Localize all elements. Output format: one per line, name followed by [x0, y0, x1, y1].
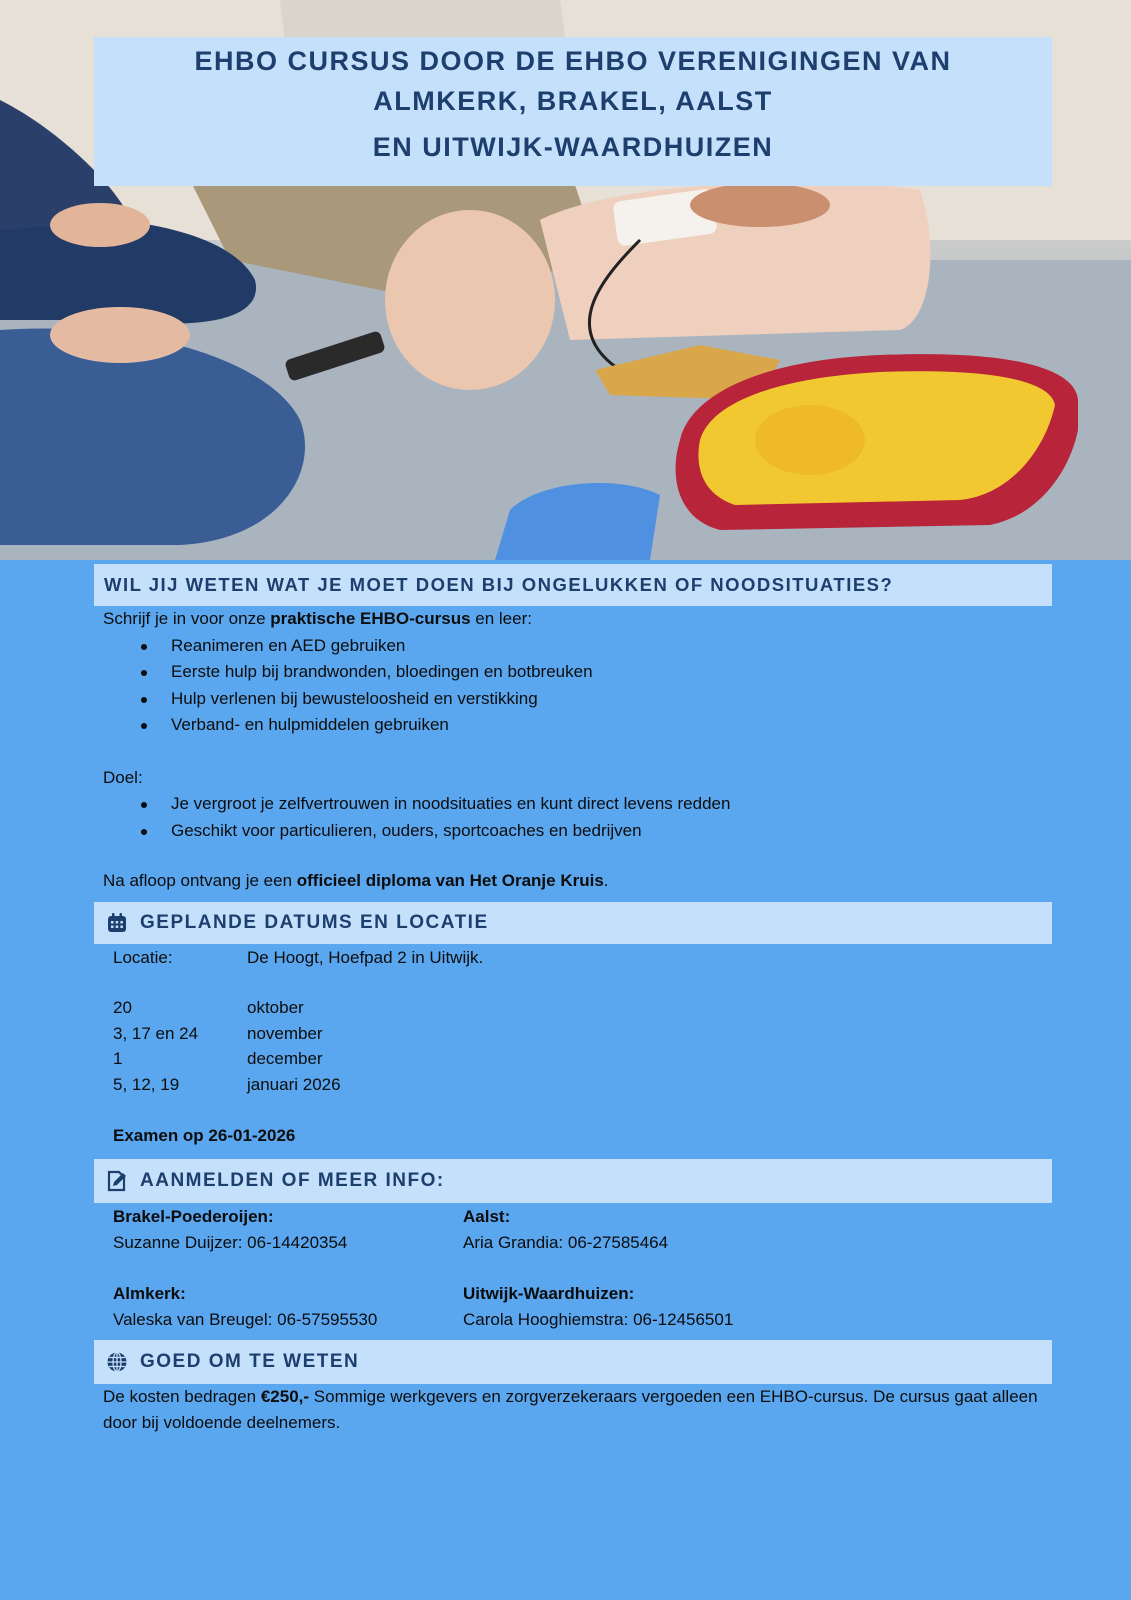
- contact-entry: Aalst: Aria Grandia: 06-27585464: [463, 1207, 669, 1252]
- edit-document-icon: [106, 1170, 128, 1192]
- contact-entry: Brakel-Poederoijen: Suzanne Duijzer: 06-14420354: [113, 1207, 348, 1252]
- location-label: Locatie:: [113, 948, 173, 967]
- list-item: Je vergroot je zelfvertrouwen in noodsituaties en kunt direct levens redden: [103, 791, 1053, 818]
- list-item: Verband- en hulpmiddelen gebruiken: [103, 712, 1053, 739]
- location-row: [113, 945, 1013, 971]
- hero-photo: [0, 0, 1131, 560]
- intro-heading-band: [94, 564, 1052, 606]
- schedule-heading-band: [94, 902, 1052, 944]
- goal-list: [103, 791, 1053, 844]
- intro-heading: WIL JIJ WETEN WAT JE MOET DOEN BIJ ONGELUKKEN OF NOODSITUATIES?: [104, 574, 894, 595]
- schedule-heading: GEPLANDE DATUMS EN LOCATIE: [140, 912, 489, 933]
- date-row: 1 december: [113, 1049, 323, 1069]
- list-item: Hulp verlenen bij bewusteloosheid en verstikking: [103, 686, 1053, 713]
- title-line-3: EN UITWIJK-WAARDHUIZEN: [372, 132, 774, 162]
- info-heading: GOED OM TE WETEN: [140, 1351, 360, 1372]
- info-heading-band: [94, 1340, 1052, 1384]
- date-row: 20 oktober: [113, 997, 304, 1017]
- goal-label: Doel:: [103, 767, 143, 787]
- location-value: De Hoogt, Hoefpad 2 in Uitwijk.: [247, 948, 484, 967]
- intro-lead: Schrijf je in voor onze praktische EHBO-cursus en leer:: [103, 609, 532, 628]
- title-line-2: ALMKERK, BRAKEL, AALST: [373, 86, 773, 116]
- contact-heading: AANMELDEN OF MEER INFO:: [140, 1170, 445, 1191]
- contact-heading-band: [94, 1159, 1052, 1203]
- cost-amount: €250,-: [260, 1387, 310, 1406]
- globe-icon: [106, 1351, 128, 1373]
- schedule-body: [113, 945, 1013, 1149]
- title-banner: [94, 37, 1052, 186]
- intro-body: [103, 606, 1053, 895]
- learn-list: [103, 633, 1053, 739]
- list-item: Geschikt voor particulieren, ouders, sportcoaches en bedrijven: [103, 818, 1053, 845]
- contact-entry: Almkerk: Valeska van Breugel: 06-57595530: [113, 1284, 378, 1329]
- contact-entry: Uitwijk-Waardhuizen: Carola Hooghiemstra: 06-12456501: [463, 1284, 734, 1329]
- date-row: 3, 17 en 24 november: [113, 1023, 323, 1043]
- title-line-1: EHBO CURSUS DOOR DE EHBO VERENIGINGEN VAN: [194, 46, 952, 76]
- date-row: 5, 12, 19 januari 2026: [113, 1075, 341, 1095]
- calendar-icon: [106, 912, 128, 934]
- list-item: Eerste hulp bij brandwonden, bloedingen en botbreuken: [103, 659, 1053, 686]
- diploma-text: Na afloop ontvang je een officieel diploma van Het Oranje Kruis.: [103, 871, 609, 890]
- exam-date: Examen op 26-01-2026: [113, 1125, 296, 1145]
- info-text: De kosten bedragen €250,- Sommige werkgevers en zorgverzekeraars vergoeden een EHBO-cursus. De cursus gaat alleen door bij voldoende deelnemers.: [103, 1387, 1038, 1432]
- list-item: Reanimeren en AED gebruiken: [103, 633, 1053, 660]
